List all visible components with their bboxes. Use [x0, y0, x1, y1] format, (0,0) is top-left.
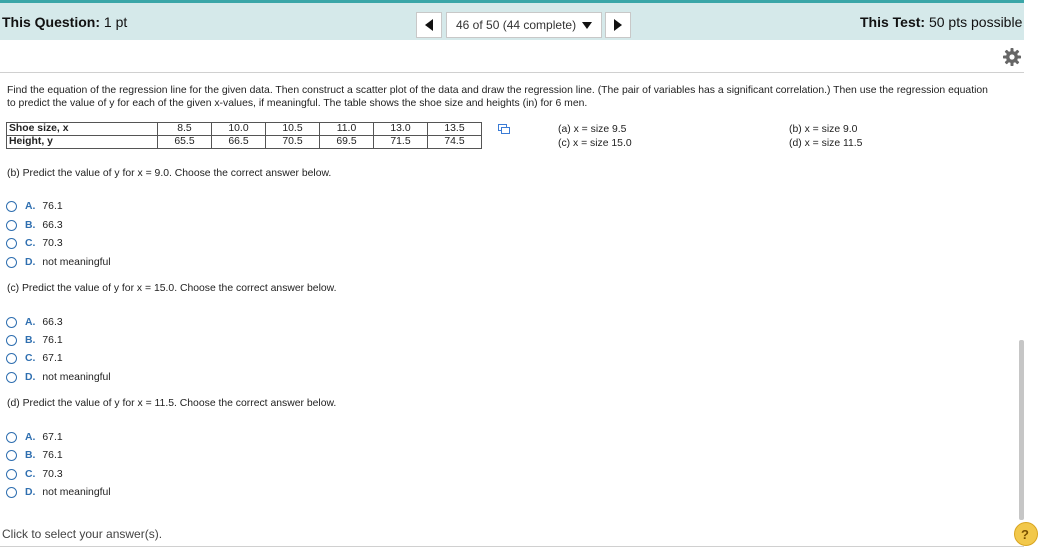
table-cell: 65.5: [158, 136, 212, 149]
option-letter: D.: [25, 256, 36, 268]
help-icon[interactable]: [1014, 522, 1038, 546]
row-header: Height, y: [7, 136, 158, 149]
question-b-option-b[interactable]: [6, 218, 63, 232]
option-letter: B.: [25, 449, 36, 461]
data-table: [6, 122, 482, 149]
radio-button[interactable]: [6, 432, 17, 443]
question-b-text: (b) Predict the value of y for x = 9.0. Choose the correct answer below.: [7, 168, 332, 179]
option-letter: D.: [25, 486, 36, 498]
triangle-down-icon: [582, 22, 592, 29]
option-letter: B.: [25, 219, 36, 231]
option-text: 76.1: [42, 334, 63, 346]
table-row-shoe-size: [7, 123, 482, 136]
header-divider: [0, 72, 1024, 73]
part-b: (b) x = size 9.0: [789, 124, 858, 135]
table-cell: 71.5: [374, 136, 428, 149]
question-c-option-a[interactable]: [6, 315, 63, 329]
question-navigator-dropdown[interactable]: [446, 12, 602, 38]
question-c-option-c[interactable]: [6, 351, 63, 365]
question-d-option-c[interactable]: [6, 467, 63, 481]
radio-button[interactable]: [6, 487, 17, 498]
table-cell: 13.0: [374, 123, 428, 136]
option-letter: A.: [25, 431, 36, 443]
radio-button[interactable]: [6, 238, 17, 249]
footer-divider: [0, 546, 1024, 547]
radio-button[interactable]: [6, 469, 17, 480]
option-text: not meaningful: [42, 256, 111, 268]
table-cell: 69.5: [320, 136, 374, 149]
option-text: 70.3: [42, 237, 63, 249]
test-label: This Test:: [860, 14, 926, 30]
radio-button[interactable]: [6, 220, 17, 231]
gear-icon[interactable]: [1002, 47, 1022, 67]
table-cell: 70.5: [266, 136, 320, 149]
row-header: Shoe size, x: [7, 123, 158, 136]
help-glyph: ?: [1021, 526, 1029, 542]
radio-button[interactable]: [6, 257, 17, 268]
option-text: 76.1: [42, 449, 63, 461]
option-text: 70.3: [42, 468, 63, 480]
scrollbar-thumb[interactable]: [1019, 340, 1024, 520]
question-points-value: 1 pt: [103, 14, 128, 30]
copy-table-icon[interactable]: [498, 124, 510, 134]
question-d-option-a[interactable]: [6, 430, 63, 444]
question-c-text: (c) Predict the value of y for x = 15.0. Choose the correct answer below.: [7, 283, 337, 294]
part-a: (a) x = size 9.5: [558, 124, 627, 135]
table-cell: 74.5: [428, 136, 482, 149]
option-letter: D.: [25, 371, 36, 383]
table-cell: 13.5: [428, 123, 482, 136]
triangle-left-icon: [425, 19, 433, 31]
option-text: not meaningful: [42, 371, 111, 383]
table-cell: 8.5: [158, 123, 212, 136]
option-letter: B.: [25, 334, 36, 346]
triangle-right-icon: [614, 19, 622, 31]
radio-button[interactable]: [6, 335, 17, 346]
status-text: Click to select your answer(s).: [2, 527, 163, 541]
question-c-option-d[interactable]: [6, 370, 111, 384]
table-row-height: [7, 136, 482, 149]
option-text: 66.3: [42, 219, 63, 231]
option-text: 66.3: [42, 316, 63, 328]
option-letter: A.: [25, 316, 36, 328]
question-d-option-b[interactable]: [6, 448, 63, 462]
option-letter: C.: [25, 352, 36, 364]
option-letter: A.: [25, 200, 36, 212]
question-points: [2, 14, 127, 30]
radio-button[interactable]: [6, 201, 17, 212]
test-points: [860, 14, 1023, 30]
option-text: not meaningful: [42, 486, 111, 498]
option-text: 67.1: [42, 352, 63, 364]
part-c: (c) x = size 15.0: [558, 138, 632, 149]
question-navigator-label: 46 of 50 (44 complete): [456, 18, 577, 32]
question-c-option-b[interactable]: [6, 333, 63, 347]
option-text: 67.1: [42, 431, 63, 443]
option-text: 76.1: [42, 200, 63, 212]
table-cell: 10.5: [266, 123, 320, 136]
question-b-option-d[interactable]: [6, 255, 111, 269]
question-d-option-d[interactable]: [6, 485, 111, 499]
option-letter: C.: [25, 468, 36, 480]
previous-question-button[interactable]: [416, 12, 442, 38]
option-letter: C.: [25, 237, 36, 249]
question-label: This Question:: [2, 14, 100, 30]
question-b-option-c[interactable]: [6, 236, 63, 250]
question-prompt: Find the equation of the regression line for the given data. Then construct a scatter plot of the data and draw the regression line. (The pair of variables has a significant correlation.) Then use the regression equation to predict the value of y for each of the given x-values, if meaningful. The table shows the shoe size and heights (in) for 6 men.: [7, 85, 988, 109]
radio-button[interactable]: [6, 317, 17, 328]
radio-button[interactable]: [6, 450, 17, 461]
table-cell: 11.0: [320, 123, 374, 136]
test-points-value: 50 pts possible: [928, 14, 1023, 30]
question-d-text: (d) Predict the value of y for x = 11.5. Choose the correct answer below.: [7, 398, 337, 409]
table-cell: 66.5: [212, 136, 266, 149]
part-d: (d) x = size 11.5: [789, 138, 863, 149]
radio-button[interactable]: [6, 372, 17, 383]
header-bar: [0, 0, 1024, 40]
next-question-button[interactable]: [605, 12, 631, 38]
question-b-option-a[interactable]: [6, 199, 63, 213]
table-cell: 10.0: [212, 123, 266, 136]
radio-button[interactable]: [6, 353, 17, 364]
